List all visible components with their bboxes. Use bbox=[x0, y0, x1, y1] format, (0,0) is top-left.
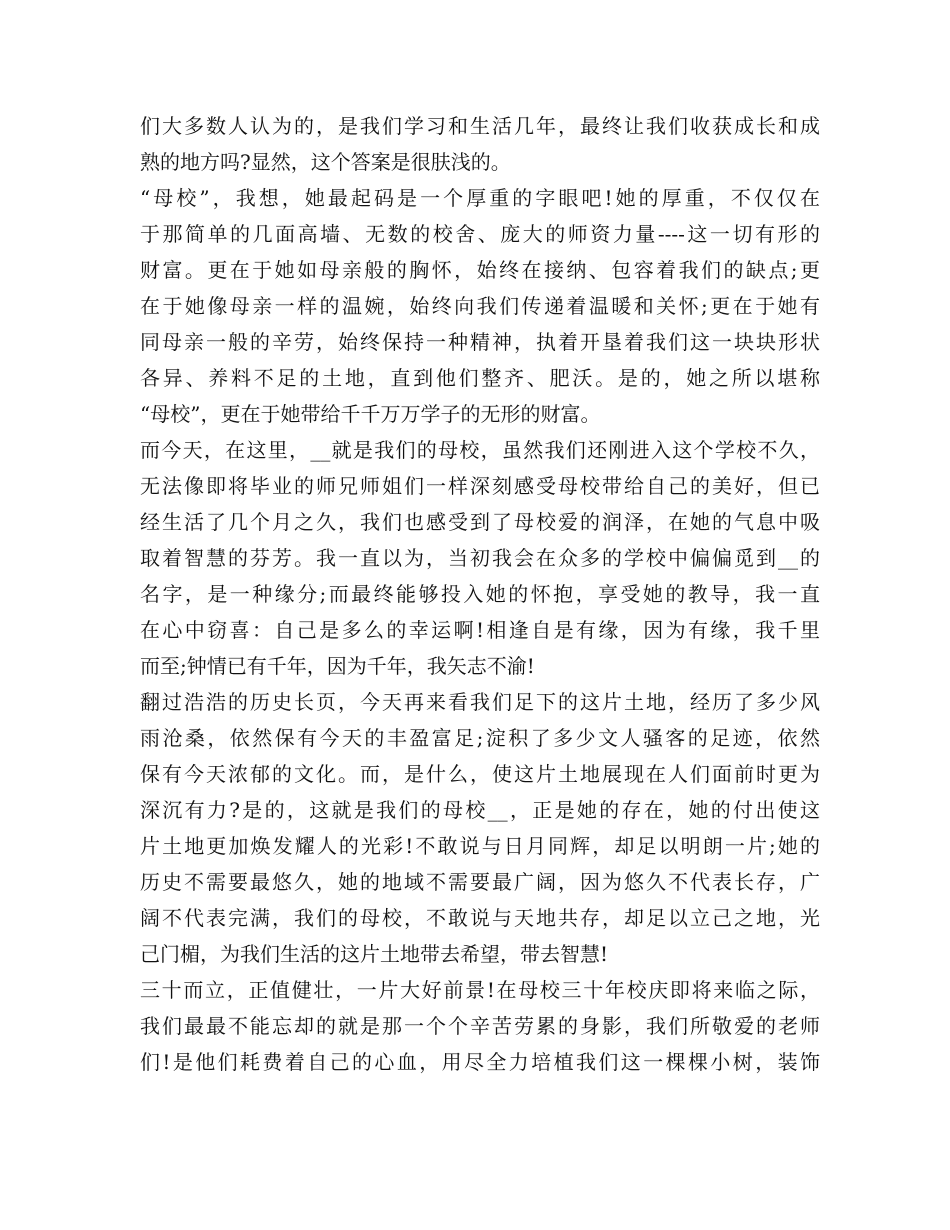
text-line: 而今天，在这里，__就是我们的母校，虽然我们还刚进入这个学校不久， bbox=[140, 438, 820, 462]
text-line: 我们最最不能忘却的就是那一个个辛苦劳累的身影，我们所敬爱的老师 bbox=[140, 1014, 820, 1038]
text-line: 在心中窃喜：自己是多么的幸运啊!相逢自是有缘，因为有缘，我千里 bbox=[140, 618, 820, 642]
text-line: 们!是他们耗费着自己的心血，用尽全力培植我们这一棵棵小树，装饰 bbox=[140, 1050, 820, 1074]
text-line: 雨沧桑，依然保有今天的丰盈富足;淀积了多少文人骚客的足迹，依然 bbox=[140, 726, 820, 750]
text-line: 己门楣，为我们生活的这片土地带去希望，带去智慧! bbox=[140, 942, 609, 966]
text-line: 熟的地方吗?显然，这个答案是很肤浅的。 bbox=[140, 150, 511, 174]
text-line: 而至;钟情已有千年，因为千年，我矢志不渝! bbox=[140, 654, 535, 678]
text-line: 于那简单的几面高墙、无数的校舍、庞大的师资力量----这一切有形的 bbox=[140, 222, 820, 246]
text-line: 片土地更加焕发耀人的光彩!不敢说与日月同辉，却足以明朗一片;她的 bbox=[140, 834, 820, 858]
text-line: 翻过浩浩的历史长页，今天再来看我们足下的这片土地，经历了多少风 bbox=[140, 690, 820, 714]
text-line: 历史不需要最悠久，她的地域不需要最广阔，因为悠久不代表长存，广 bbox=[140, 870, 820, 894]
text-line: 同母亲一般的辛劳，始终保持一种精神，执着开垦着我们这一块块形状 bbox=[140, 330, 820, 354]
text-line: “母校”，更在于她带给千千万万学子的无形的财富。 bbox=[140, 402, 601, 426]
text-line: 在于她像母亲一样的温婉，始终向我们传递着温暖和关怀;更在于她有 bbox=[140, 294, 820, 318]
text-line: 三十而立，正值健壮，一片大好前景!在母校三十年校庆即将来临之际， bbox=[140, 978, 820, 1002]
text-line: 保有今天浓郁的文化。而，是什么，使这片土地展现在人们面前时更为 bbox=[140, 762, 820, 786]
text-line: 经生活了几个月之久，我们也感受到了母校爱的润泽，在她的气息中吸 bbox=[140, 510, 820, 534]
document-body bbox=[140, 108, 820, 1080]
text-line: 阔不代表完满，我们的母校，不敢说与天地共存，却足以立己之地，光 bbox=[140, 906, 820, 930]
text-line: 们大多数人认为的，是我们学习和生活几年，最终让我们收获成长和成 bbox=[140, 114, 820, 138]
text-line: 各异、养料不足的土地，直到他们整齐、肥沃。是的，她之所以堪称 bbox=[140, 366, 820, 390]
text-line: 无法像即将毕业的师兄师姐们一样深刻感受母校带给自己的美好，但已 bbox=[140, 474, 820, 498]
text-line: 取着智慧的芬芳。我一直以为，当初我会在众多的学校中偏偏觅到__的 bbox=[140, 546, 820, 570]
text-line: “母校”，我想，她最起码是一个厚重的字眼吧!她的厚重，不仅仅在 bbox=[140, 186, 820, 210]
text-line: 财富。更在于她如母亲般的胸怀，始终在接纳、包容着我们的缺点;更 bbox=[140, 258, 820, 282]
text-line: 名字，是一种缘分;而最终能够投入她的怀抱，享受她的教导，我一直 bbox=[140, 582, 820, 606]
text-line: 深沉有力?是的，这就是我们的母校__，正是她的存在，她的付出使这 bbox=[140, 798, 820, 822]
